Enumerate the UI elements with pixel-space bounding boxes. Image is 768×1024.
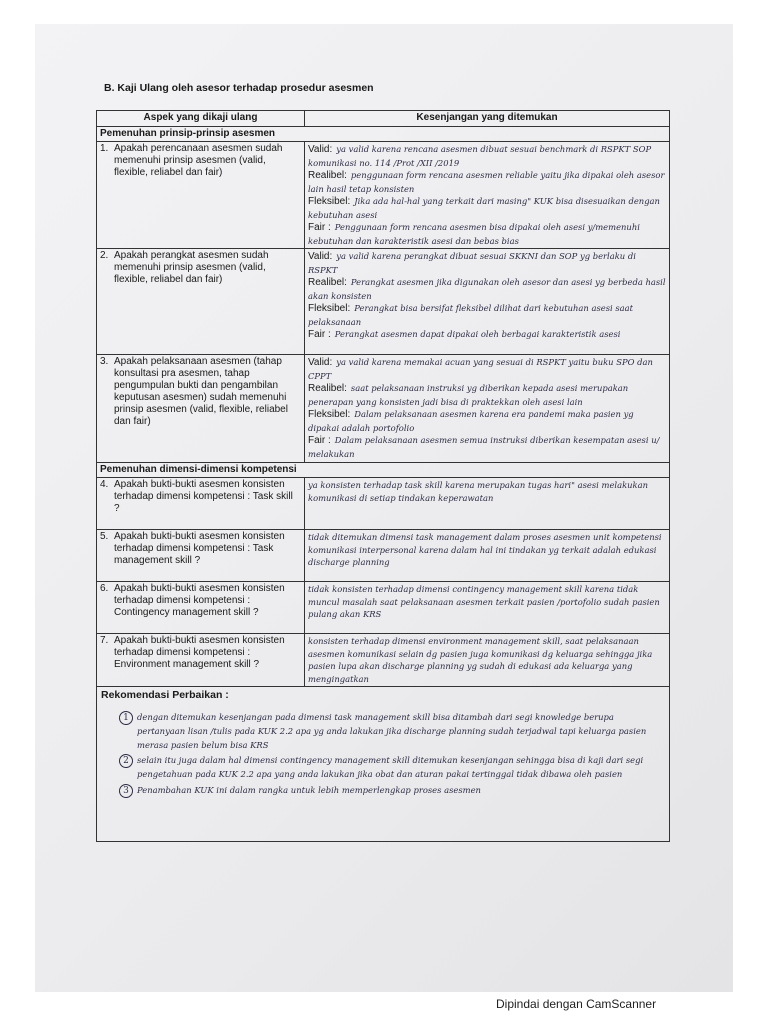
recommendation-text: selain itu juga dalam hal dimensi contingency management skill ditemukan kesenjangan sehingga bisa di kaji dari segi pengetahuan pada KUK 2.2 apa yang anda lakukan jika obat dan aturan pakai tertinggal tidak dibawa oleh pasien [137, 755, 644, 779]
answer-cell: tidak konsisten terhadap dimensi contingency management skill karena tidak muncul masalah saat pelaksanaan asesmen terkait pasien /portofolio sudah pasien pulang akan KRS [305, 582, 670, 634]
answer-cell: konsisten terhadap dimensi environment management skill, saat pelaksanaan asesmen komunikasi selain dg pasien juga komunikasi dg keluarga sehingga jika pasien lupa akan discharge planning yg sudah di edukasi ada keluarga yang mengingatkan [305, 634, 670, 687]
question-cell [97, 530, 305, 582]
question-number: 2. [100, 250, 109, 261]
handwritten-answer: ya valid karena perangkat dibuat sesuai SKKNI dan SOP yg berlaku di RSPKT [308, 251, 636, 275]
valid-label: Valid: [308, 144, 333, 155]
item-number: 3 [119, 784, 133, 798]
question-number: 7. [100, 635, 109, 646]
header-row [97, 111, 670, 127]
item-number: 1 [119, 711, 133, 725]
header-aspect: Aspek yang dikaji ulang [97, 111, 305, 127]
answer-cell: ya konsisten terhadap task skill karena merupakan tugas hari" asesi melakukan komunikasi di setiap tindakan keperawatan [305, 478, 670, 530]
handwritten-answer: Jika ada hal-hal yang terkait dari masing" KUK bisa disesuaikan dengan kebutuhan asesi [308, 196, 660, 220]
recommendation-title: Rekomendasi Perbaikan : [101, 689, 229, 701]
recommendation-cell [97, 687, 670, 842]
realibel-label: Realibel: [308, 277, 347, 288]
group-row-principles [97, 127, 670, 142]
recommendation-list [101, 701, 665, 804]
question-number: 6. [100, 583, 109, 594]
table-row [97, 634, 670, 687]
table-row [97, 530, 670, 582]
question-cell [97, 142, 305, 249]
question-number: 5. [100, 531, 109, 542]
handwritten-answer: Perangkat asesmen jika digunakan oleh asesor dan asesi yg berbeda hasil akan konsisten [308, 277, 666, 301]
review-table [96, 110, 670, 842]
answer-cell: tidak ditemukan dimensi task management dalam proses asesmen unit kompetensi komunikasi interpersonal karena dalam hal ini tindakan yg terkait adalah edukasi discharge planning [305, 530, 670, 582]
table-row [97, 142, 670, 249]
fair-label: Fair : [308, 329, 331, 340]
header-gap: Kesenjangan yang ditemukan [305, 111, 670, 127]
handwritten-answer: Penggunaan form rencana asesmen bisa dipakai oleh asesi y/memenuhi kebutuhan dan karakteristik asesi dan bebas bias [308, 222, 640, 246]
fleksibel-label: Fleksibel: [308, 409, 351, 420]
table-row [97, 478, 670, 530]
section-title: B. Kaji Ulang oleh asesor terhadap prosedur asesmen [104, 82, 374, 94]
question-text: Apakah pelaksanaan asesmen (tahap konsultasi pra asesmen, tahap pengumpulan bukti dan pengambilan keputusan asesmen) sudah memenuhi prinsip asesmen (valid, flexible, reliabel dan fair) [114, 356, 288, 427]
item-number: 2 [119, 754, 133, 768]
recommendation-text: dengan ditemukan kesenjangan pada dimensi task management skill bisa ditambah dari segi knowledge berupa pertanyaan lisan /tulis pada KUK 2.2 apa yg anda lakukan jika discharge planning sudah terjadwal tapi keluarga pasien merasa pasien belum bisa KRS [137, 712, 647, 750]
answer-cell [305, 249, 670, 355]
handwritten-answer: Dalam pelaksanaan asesmen semua instruksi diberikan kesempatan asesi u/ melakukan [308, 435, 660, 459]
camscanner-footer: Dipindai dengan CamScanner [496, 997, 657, 1011]
fleksibel-label: Fleksibel: [308, 196, 351, 207]
question-text: Apakah bukti-bukti asesmen konsisten terhadap dimensi kompetensi : Contingency management skill ? [114, 583, 285, 618]
question-cell [97, 355, 305, 463]
group-principles-label: Pemenuhan prinsip-prinsip asesmen [97, 127, 670, 142]
answer-cell [305, 142, 670, 249]
handwritten-answer: penggunaan form rencana asesmen reliable yaitu jika dipakai oleh asesor lain hasil tetap konsisten [308, 170, 665, 194]
handwritten-answer: ya valid karena rencana asesmen dibuat sesuai benchmark di RSPKT SOP komunikasi no. 114 /Prot /XII /2019 [308, 144, 652, 168]
question-text: Apakah perencanaan asesmen sudah memenuhi prinsip asesmen (valid, flexible, reliabel dan fair) [114, 143, 283, 178]
valid-label: Valid: [308, 251, 333, 262]
list-item [123, 784, 661, 798]
fair-label: Fair : [308, 435, 331, 446]
handwritten-answer: Perangkat asesmen dapat dipakai oleh berbagai karakteristik asesi [334, 329, 621, 339]
group-row-dimensions [97, 463, 670, 478]
handwritten-answer: saat pelaksanaan instruksi yg diberikan kepada asesi merupakan penerapan yang konsisten jadi bisa di praktekkan oleh asesi lain [308, 383, 629, 407]
question-cell [97, 582, 305, 634]
table-row [97, 249, 670, 355]
list-item [123, 754, 661, 782]
realibel-label: Realibel: [308, 383, 347, 394]
table-row [97, 355, 670, 463]
list-item [123, 711, 661, 752]
group-dimensions-label: Pemenuhan dimensi-dimensi kompetensi [97, 463, 670, 478]
fair-label: Fair : [308, 222, 331, 233]
question-number: 3. [100, 356, 109, 367]
recommendation-text: Penambahan KUK ini dalam rangka untuk lebih memperlengkap proses asesmen [137, 784, 481, 795]
answer-cell [305, 355, 670, 463]
question-cell [97, 478, 305, 530]
question-number: 4. [100, 479, 109, 490]
valid-label: Valid: [308, 357, 333, 368]
question-cell [97, 249, 305, 355]
question-text: Apakah perangkat asesmen sudah memenuhi prinsip asesmen (valid, flexible, reliabel dan fair) [114, 250, 269, 285]
fleksibel-label: Fleksibel: [308, 303, 351, 314]
question-number: 1. [100, 143, 109, 154]
realibel-label: Realibel: [308, 170, 347, 181]
recommendation-row [97, 687, 670, 842]
question-text: Apakah bukti-bukti asesmen konsisten terhadap dimensi kompetensi : Environment management skill ? [114, 635, 285, 670]
handwritten-answer: Dalam pelaksanaan asesmen karena era pandemi maka pasien yg dipakai adalah portofolio [308, 409, 634, 433]
handwritten-answer: ya valid karena memakai acuan yang sesuai di RSPKT yaitu buku SPO dan CPPT [308, 357, 653, 381]
question-cell [97, 634, 305, 687]
question-text: Apakah bukti-bukti asesmen konsisten terhadap dimensi kompetensi : Task management skill ? [114, 531, 285, 566]
question-text: Apakah bukti-bukti asesmen konsisten terhadap dimensi kompetensi : Task skill ? [114, 479, 293, 514]
handwritten-answer: Perangkat bisa bersifat fleksibel dilihat dari kebutuhan asesi saat pelaksanaan [308, 303, 634, 327]
table-row [97, 582, 670, 634]
